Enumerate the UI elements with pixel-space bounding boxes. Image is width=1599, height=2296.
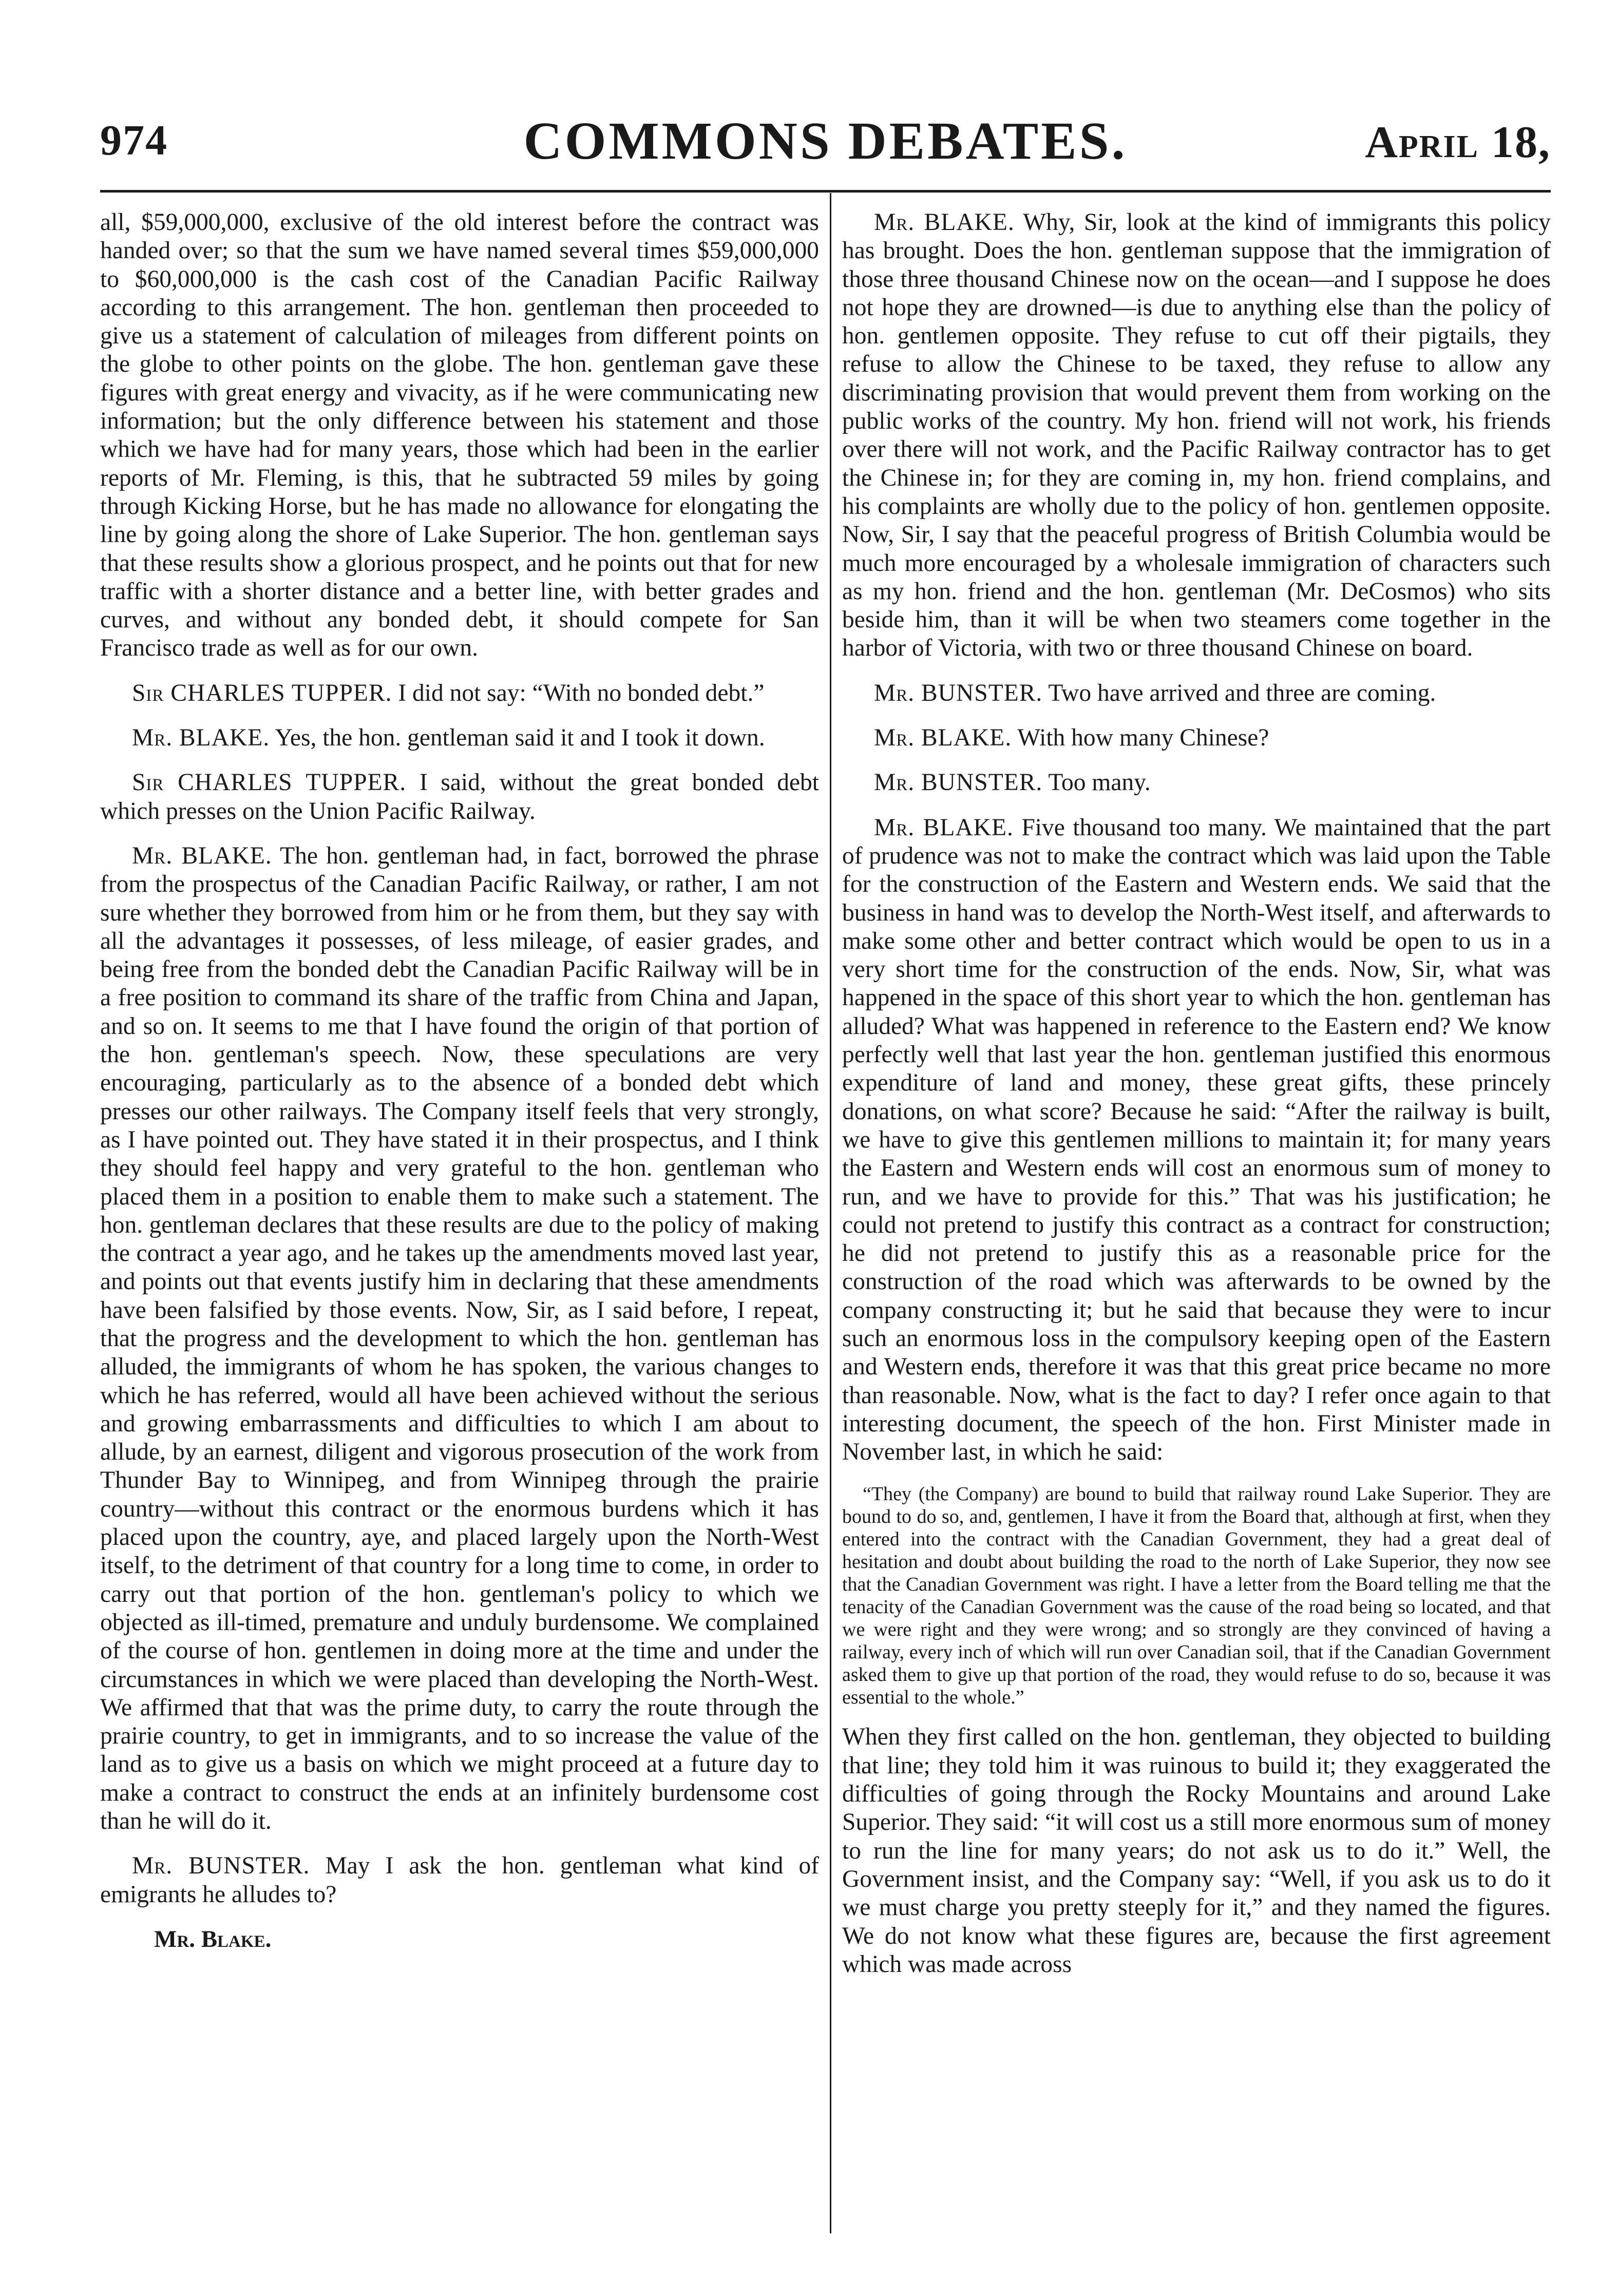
page-date: April 18, xyxy=(1365,118,1551,167)
header-rule xyxy=(100,190,1551,193)
speaker-name: Mr. BLAKE. xyxy=(132,724,270,752)
speech-text: Why, Sir, look at the kind of immigrants this policy has brought. Does the hon. gentleman suppose that the immigration of those three thousand Chinese now on the ocean—and I suppose he does not hope they are drowned—is due to anything else than the policy of hon. gentlemen opposite. They refuse to cut off their pigtails, they refuse to allow the Chinese to be taxed, they refuse to allow any discriminating provision that would prevent them from working on the public works of the country. My hon. friend will not work, his friends over there will not work, and the Pacific Railway contractor has to get the Chinese in; for they are coming in, my hon. friend complains, and his complaints are wholly due to the policy of hon. gentlemen opposite. Now, Sir, I say that the peaceful progress of British Columbia would be much more encouraged by a wholesale immigration of characters such as my hon. friend and the hon. gentleman (Mr. DeCosmos) who sits beside him, than it will be when two steamers come together in the harbor of Victoria, with two or three thousand Chinese on board. xyxy=(842,209,1551,662)
speaker-name: Sir CHARLES TUPPER. xyxy=(132,679,392,706)
block-quote: “They (the Company) are bound to build that railway round Lake Superior. They are bound to do so, and, gentlemen, I have it from the Board that, although at first, when they entered into the contract with the Canadian Government, they had a great deal of hesitation and doubt about building the road to the north of Lake Superior, they now see that the Canadian Government was right. I have a letter from the Board telling me that the tenacity of the Canadian Government was the cause of the road being so located, and that we were right and they were wrong; and so strongly are they convinced of having a railway, every inch of which will run over Canadian soil, that if the Canadian Government asked them to give up that portion of the road, they would refuse to do so, because it was essential to the whole.” xyxy=(842,1483,1551,1709)
paragraph xyxy=(842,679,1551,707)
publication-title: COMMONS DEBATES. xyxy=(523,111,1128,170)
catchword: Mr. Blake. xyxy=(154,1925,272,1953)
speech-text: The hon. gentleman had, in fact, borrowed the phrase from the prospectus of the Canadian Pacific Railway, or rather, I am not sure whether they borrowed from him or he from them, but they say with all the advantages it possesses, of less mileage, of easier grades, and being free from the bonded debt the Canadian Pacific Railway will be in a free position to command its share of the traffic from China and Japan, and so on. It seems to me that I have found the origin of that portion of the hon. gentleman's speech. Now, these speculations are very encouraging, particularly as to the absence of a bonded debt which presses our other railways. The Company itself feels that very strongly, as I have pointed out. They have stated it in their prospectus, and I think they should feel happy and very grateful to the hon. gentleman who placed them in a position to enable them to make such a statement. The hon. gentleman declares that these results are due to the policy of making the contract a year ago, and he takes up the amendments moved last year, and points out that events justify him in declaring that these amendments have been falsified by those events. Now, Sir, as I said before, I repeat, that the progress and the development to which the hon. gentleman has alluded, the immigrants of whom he has spoken, the various changes to which he has referred, would all have been achieved without the serious and growing embarrassments and difficulties to which I am about to allude, by an earnest, diligent and vigorous prosecution of the work from Thunder Bay to Winnipeg, and from Winnipeg through the prairie country—without this contract or the enormous burdens which it has placed upon the country, aye, and placed largely upon the North-West itself, to the detriment of that country for a long time to come, in order to carry out that portion of the hon. gentleman's policy to which we objected as ill-timed, premature and unduly burdensome. We complained of the course of hon. gentlemen in doing more at the time and under the circumstances in which we were placed than developing the North-West. We affirmed that that was the prime duty, to carry the route through the prairie country, to get in immigrants, and to so increase the value of the land as to give us a basis on which we might proceed at a future day to make a contract to construct the ends at an infinitely burdensome cost than he will do it. xyxy=(100,842,819,1835)
speech-text: Yes, the hon. gentleman said it and I took it down. xyxy=(275,724,765,752)
paragraph xyxy=(842,208,1551,663)
right-column xyxy=(842,208,1551,1995)
paragraph xyxy=(100,842,819,1835)
paragraph xyxy=(100,769,819,826)
speech-text: I said, without the great bonded debt which presses on the Union Pacific Railway. xyxy=(100,769,820,825)
paragraph xyxy=(842,724,1551,752)
speaker-name: Mr. BLAKE. xyxy=(874,209,1015,236)
column-divider xyxy=(830,193,831,2233)
speaker-name: Mr. BLAKE. xyxy=(132,842,272,869)
speech-text: Too many. xyxy=(1048,769,1151,796)
speaker-name: Mr. BLAKE. xyxy=(874,814,1014,841)
speaker-name: Mr. BUNSTER. xyxy=(874,679,1043,706)
paragraph xyxy=(100,1852,819,1909)
paragraph xyxy=(100,679,819,707)
speaker-name: Mr. BUNSTER. xyxy=(132,1852,310,1880)
speaker-name: Sir CHARLES TUPPER. xyxy=(132,769,407,796)
speech-text: Five thousand too many. We maintained that the part of prudence was not to make the contract which was laid upon the Table for the construction of the Eastern and Western ends. We said that the business in hand was to develop the North-West itself, and afterwards to make some other and better contract which would be open to us in a very short time for the construction of the ends. Now, Sir, what was happened in the space of this short year to which the hon. gentleman has alluded? What was happened in reference to the Eastern end? We know perfectly well that last year the hon. gentleman justified this enormous expenditure of land and money, these great gifts, these princely donations, on what score? Because he said: “After the railway is built, we have to give this gentlemen millions to maintain it; for many years the Eastern and Western ends will cost an enormous sum of money to run, and we have to provide for this.” That was his justification; he could not pretend to justify this contract as a contract for construction; he did not pretend to justify this as a reasonable price for the construction of the road which was afterwards to be owned by the company constructing it; but he said that because they were to incur such an enormous loss in the compulsory keeping open of the Eastern and Western ends, therefore it was that this great price became no more than reasonable. Now, what is the fact to day? I refer once again to that interesting document, the speech of the hon. First Minister made in November last, in which he said: xyxy=(842,814,1551,1466)
left-column xyxy=(100,208,819,1954)
speech-text: With how many Chinese? xyxy=(1017,724,1269,752)
speech-text: May I ask the hon. gentleman what kind of emigrants he alludes to? xyxy=(100,1852,820,1908)
page-header xyxy=(100,110,1551,187)
paragraph xyxy=(842,814,1551,1467)
speaker-name: Mr. BLAKE. xyxy=(874,724,1012,752)
speech-text: Two have arrived and three are coming. xyxy=(1048,679,1436,706)
page-number: 974 xyxy=(100,117,168,164)
speaker-name: Mr. BUNSTER. xyxy=(874,769,1043,796)
speech-text: I did not say: “With no bonded debt.” xyxy=(398,679,765,706)
paragraph xyxy=(842,769,1551,797)
paragraph: all, $59,000,000, exclusive of the old interest before the contract was handed over; so that the sum we have named several times $59,000,000 to $60,000,000 is the cash cost of the Canadian Pacific Railway according to this arrangement. The hon. gentleman then proceeded to give us a statement of calculation of mileages from different points on the globe to other points on the globe. The hon. gentleman gave these figures with great energy and vivacity, as if he were communicating new information; but the only difference between his statement and those which we have had for many years, those which had been in the earlier reports of Mr. Fleming, is this, that he subtracted 59 miles by going through Kicking Horse, but he has made no allowance for elongating the line by going along the shore of Lake Superior. The hon. gentleman says that these results show a glorious prospect, and he points out that for new traffic with a shorter distance and a better line, with better grades and curves, and without any bonded debt, it should compete for San Francisco trade as well as for our own. xyxy=(100,209,819,662)
paragraph xyxy=(100,724,819,752)
paragraph: When they first called on the hon. gentleman, they objected to building that line; they told him it was ruinous to build it; they exaggerated the difficulties of going through the Rocky Mountains and around Lake Superior. They said: “it will cost us a still more enormous sum of money to run the line for many years; do not ask us to do it.” Well, the Government insist, and the Company say: “Well, if you ask us to do it we must charge you pretty steeply for it,” and they named the figures. We do not know what these figures are, because the first agreement which was made across xyxy=(842,1724,1551,1978)
